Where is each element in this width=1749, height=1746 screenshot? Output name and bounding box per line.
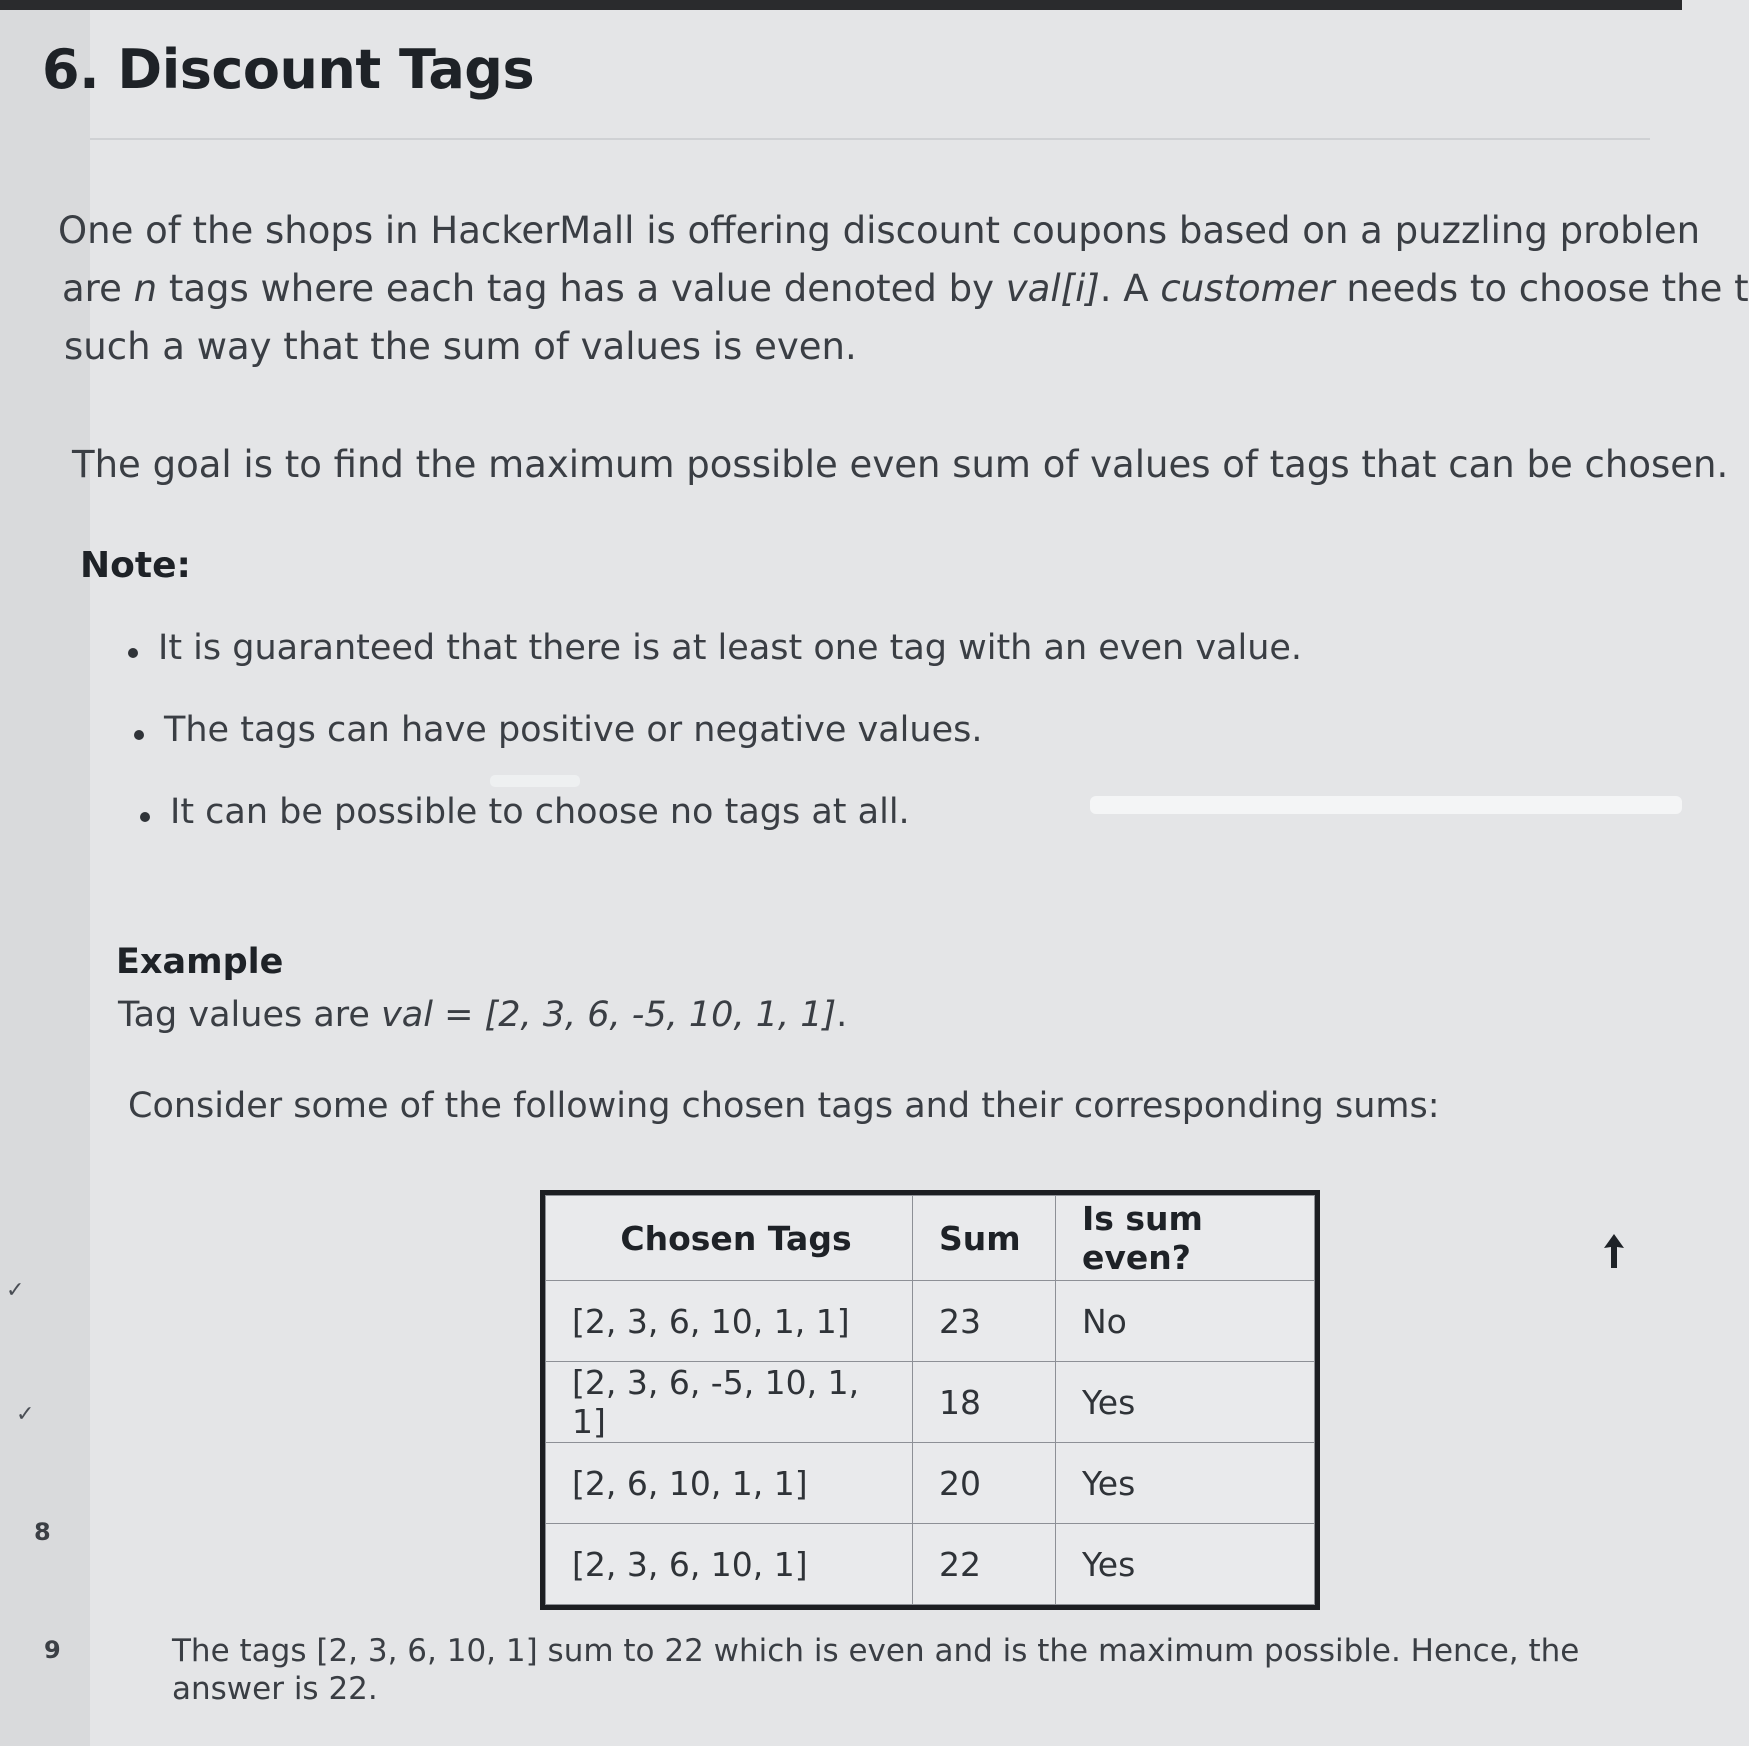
table-header-row: [546, 1196, 1315, 1281]
table-cell: [2, 3, 6, -5, 10, 1, 1]: [546, 1362, 913, 1443]
check-icon: ✓: [16, 1402, 35, 1427]
table-cell: 23: [913, 1281, 1056, 1362]
table-cell: Yes: [1056, 1443, 1315, 1524]
screen-glare: [1090, 796, 1682, 814]
table-cell: [2, 3, 6, 10, 1, 1]: [546, 1281, 913, 1362]
example-text: =: [432, 995, 485, 1035]
intro-text: . A: [1099, 267, 1161, 310]
column-header: Is sum even?: [1056, 1196, 1315, 1281]
example-heading: Example: [116, 942, 284, 982]
example-conclusion: The tags [2, 3, 6, 10, 1] sum to 22 which is even and is the maximum possible. Hence, the answer is 22.: [172, 1633, 1580, 1707]
problem-header: [42, 38, 1672, 101]
goal-statement: The goal is to find the maximum possible even sum of values of tags that can be chosen.: [72, 443, 1729, 486]
column-header: Sum: [913, 1196, 1056, 1281]
table-row: [546, 1443, 1315, 1524]
intro-line-2: [62, 260, 1749, 318]
note-item: It is guaranteed that there is at least one tag with an even value.: [120, 628, 1302, 710]
example-text: Tag values are: [118, 995, 382, 1035]
table-cell: [2, 6, 10, 1, 1]: [546, 1443, 913, 1524]
table-cell: Yes: [1056, 1362, 1315, 1443]
table-cell: 22: [913, 1524, 1056, 1605]
problem-title: 6. Discount Tags: [42, 38, 535, 101]
intro-var-val: val[i]: [1005, 267, 1100, 310]
table-cell: 20: [913, 1443, 1056, 1524]
intro-line-1: One of the shops in HackerMall is offering discount coupons based on a puzzling problen: [58, 209, 1701, 252]
table-cell: Yes: [1056, 1524, 1315, 1605]
sums-table: [545, 1195, 1315, 1605]
question-number-9[interactable]: 9: [44, 1636, 61, 1664]
screen-top-edge: [0, 0, 1682, 10]
example-var: val: [381, 995, 433, 1035]
notes-list: [120, 628, 1302, 874]
column-header: Chosen Tags: [546, 1196, 913, 1281]
mouse-pointer-icon: [1604, 1234, 1624, 1277]
example-array: [2, 3, 6, -5, 10, 1, 1]: [484, 995, 837, 1035]
intro-line-3: such a way that the sum of values is even.: [64, 325, 857, 368]
screen-glare: [490, 775, 580, 787]
table-cell: No: [1056, 1281, 1315, 1362]
table-row: [546, 1281, 1315, 1362]
intro-var-customer: customer: [1160, 267, 1335, 310]
question-number-8[interactable]: 8: [34, 1518, 51, 1546]
consider-text: Consider some of the following chosen tags and their corresponding sums:: [128, 1086, 1440, 1126]
note-item: The tags can have positive or negative values.: [126, 710, 1308, 792]
intro-var-n: n: [133, 267, 158, 310]
table-cell: 18: [913, 1362, 1056, 1443]
table-cell: [2, 3, 6, 10, 1]: [546, 1524, 913, 1605]
intro-text: tags where each tag has a value denoted by: [157, 267, 1006, 310]
note-item: It can be possible to choose no tags at all.: [132, 792, 1314, 874]
check-icon: ✓: [6, 1278, 25, 1303]
example-table: [540, 1190, 1320, 1610]
title-divider: [90, 138, 1650, 140]
example-values: [118, 995, 847, 1035]
example-text: .: [836, 995, 848, 1035]
table-row: [546, 1362, 1315, 1443]
intro-text: are: [62, 267, 134, 310]
intro-text: needs to choose the t: [1334, 267, 1749, 310]
note-heading: Note:: [80, 545, 191, 586]
table-row: [546, 1524, 1315, 1605]
